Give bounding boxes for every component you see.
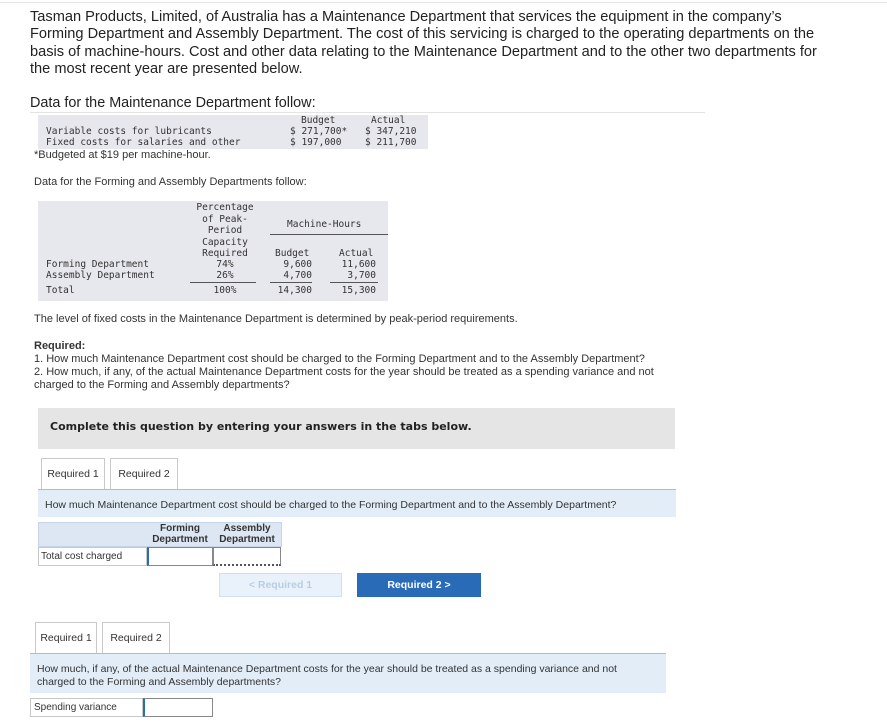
dept-total-underline bbox=[190, 282, 256, 283]
dept-row-pct: 74% bbox=[216, 259, 234, 270]
required-q2-line2: charged to the Forming and Assembly departments? bbox=[34, 379, 290, 391]
maint-row-label: Variable costs for lubricants bbox=[46, 126, 212, 137]
dept-row-actual: 15,300 bbox=[341, 285, 376, 296]
maint-row-actual: $ 211,700 bbox=[365, 137, 417, 148]
maint-row-budget: $ 271,700* bbox=[290, 126, 348, 137]
dept-total-underline bbox=[330, 282, 378, 283]
maint-row-budget: $ 197,000 bbox=[290, 137, 342, 148]
total-cost-charged-label: Total cost charged bbox=[38, 547, 147, 566]
top-divider bbox=[0, 2, 887, 3]
fixed-cost-note: The level of fixed costs in the Maintenance Department is determined by peak-period requirements. bbox=[34, 313, 518, 325]
maint-col-budget: Budget bbox=[301, 115, 336, 126]
panel1-question: How much Maintenance Department cost should be charged to the Forming Department and to the Assembly Department? bbox=[45, 499, 617, 511]
dept-row-actual: 11,600 bbox=[341, 259, 376, 270]
dept-row-pct: 26% bbox=[216, 270, 234, 281]
instructions-text: Complete this question by entering your answers in the tabs below. bbox=[50, 420, 472, 433]
dept-row-label: Total bbox=[46, 285, 75, 296]
intro-paragraph: Tasman Products, Limited, of Australia has a Maintenance Department that services the equipment in the company’s Forming Department and Assembly Department. The cost of this servicing is charged to the operating departments on the basis of machine-hours. Cost and other data relating to the Maintenance Department and to the other two departments for the most recent year are presented below. bbox=[30, 9, 817, 77]
dept-row-actual: 3,700 bbox=[347, 270, 376, 281]
next-required-button[interactable]: Required 2 > bbox=[357, 573, 481, 597]
col-forming-header: Forming Department bbox=[152, 523, 208, 545]
dept-group-underline bbox=[270, 234, 388, 235]
assembly-cost-input[interactable] bbox=[213, 547, 281, 566]
maint-col-actual: Actual bbox=[371, 115, 406, 126]
instructions-box bbox=[38, 408, 675, 449]
dept-col-percentage: Percentage of Peak- Period Capacity Required bbox=[196, 202, 254, 259]
maint-row-label: Fixed costs for salaries and other bbox=[46, 137, 241, 148]
tab-required-1[interactable]: Required 1 bbox=[35, 622, 97, 653]
forming-cost-input[interactable] bbox=[147, 547, 213, 566]
spending-variance-label: Spending variance bbox=[30, 698, 143, 717]
dept-col-group: Machine-Hours bbox=[287, 219, 362, 230]
dept-row-label: Assembly Department bbox=[46, 270, 155, 281]
tab-required-1[interactable]: Required 1 bbox=[41, 458, 105, 489]
maintenance-footnote: *Budgeted at $19 per machine-hour. bbox=[34, 149, 211, 161]
dept-col-budget: Budget bbox=[275, 248, 310, 259]
dept-col-actual: Actual bbox=[339, 248, 374, 259]
col-assembly-header: Assembly Department bbox=[219, 523, 275, 545]
spending-variance-input[interactable] bbox=[143, 698, 213, 717]
tab-required-2[interactable]: Required 2 bbox=[110, 458, 178, 489]
prev-required-button[interactable]: < Required 1 bbox=[219, 573, 342, 597]
panel2-question: How much, if any, of the actual Maintenance Department costs for the year should be treated as a spending variance and not charged to the Forming and Assembly departments? bbox=[37, 663, 617, 688]
dept-row-label: Forming Department bbox=[46, 259, 149, 270]
dept-row-budget: 14,300 bbox=[277, 285, 312, 296]
required-q1: 1. How much Maintenance Department cost should be charged to the Forming Department and to the Assembly Department? bbox=[34, 353, 645, 365]
required-heading: Required: bbox=[34, 340, 86, 352]
heading-divider bbox=[30, 112, 705, 113]
dept-total-underline bbox=[270, 282, 312, 283]
dept-row-budget: 4,700 bbox=[283, 270, 312, 281]
dept-row-pct: 100% bbox=[213, 285, 237, 296]
tab-required-2[interactable]: Required 2 bbox=[102, 622, 170, 653]
question-band-1 bbox=[38, 489, 676, 517]
required-q2-line1: 2. How much, if any, of the actual Maintenance Department costs for the year should be treated as a spending variance and not bbox=[34, 366, 654, 378]
maint-row-actual: $ 347,210 bbox=[365, 126, 417, 137]
question-band-2 bbox=[30, 653, 666, 693]
departments-heading: Data for the Forming and Assembly Departments follow: bbox=[34, 176, 307, 188]
dept-row-budget: 9,600 bbox=[283, 259, 312, 270]
maintenance-heading: Data for the Maintenance Department follow: bbox=[30, 95, 316, 111]
